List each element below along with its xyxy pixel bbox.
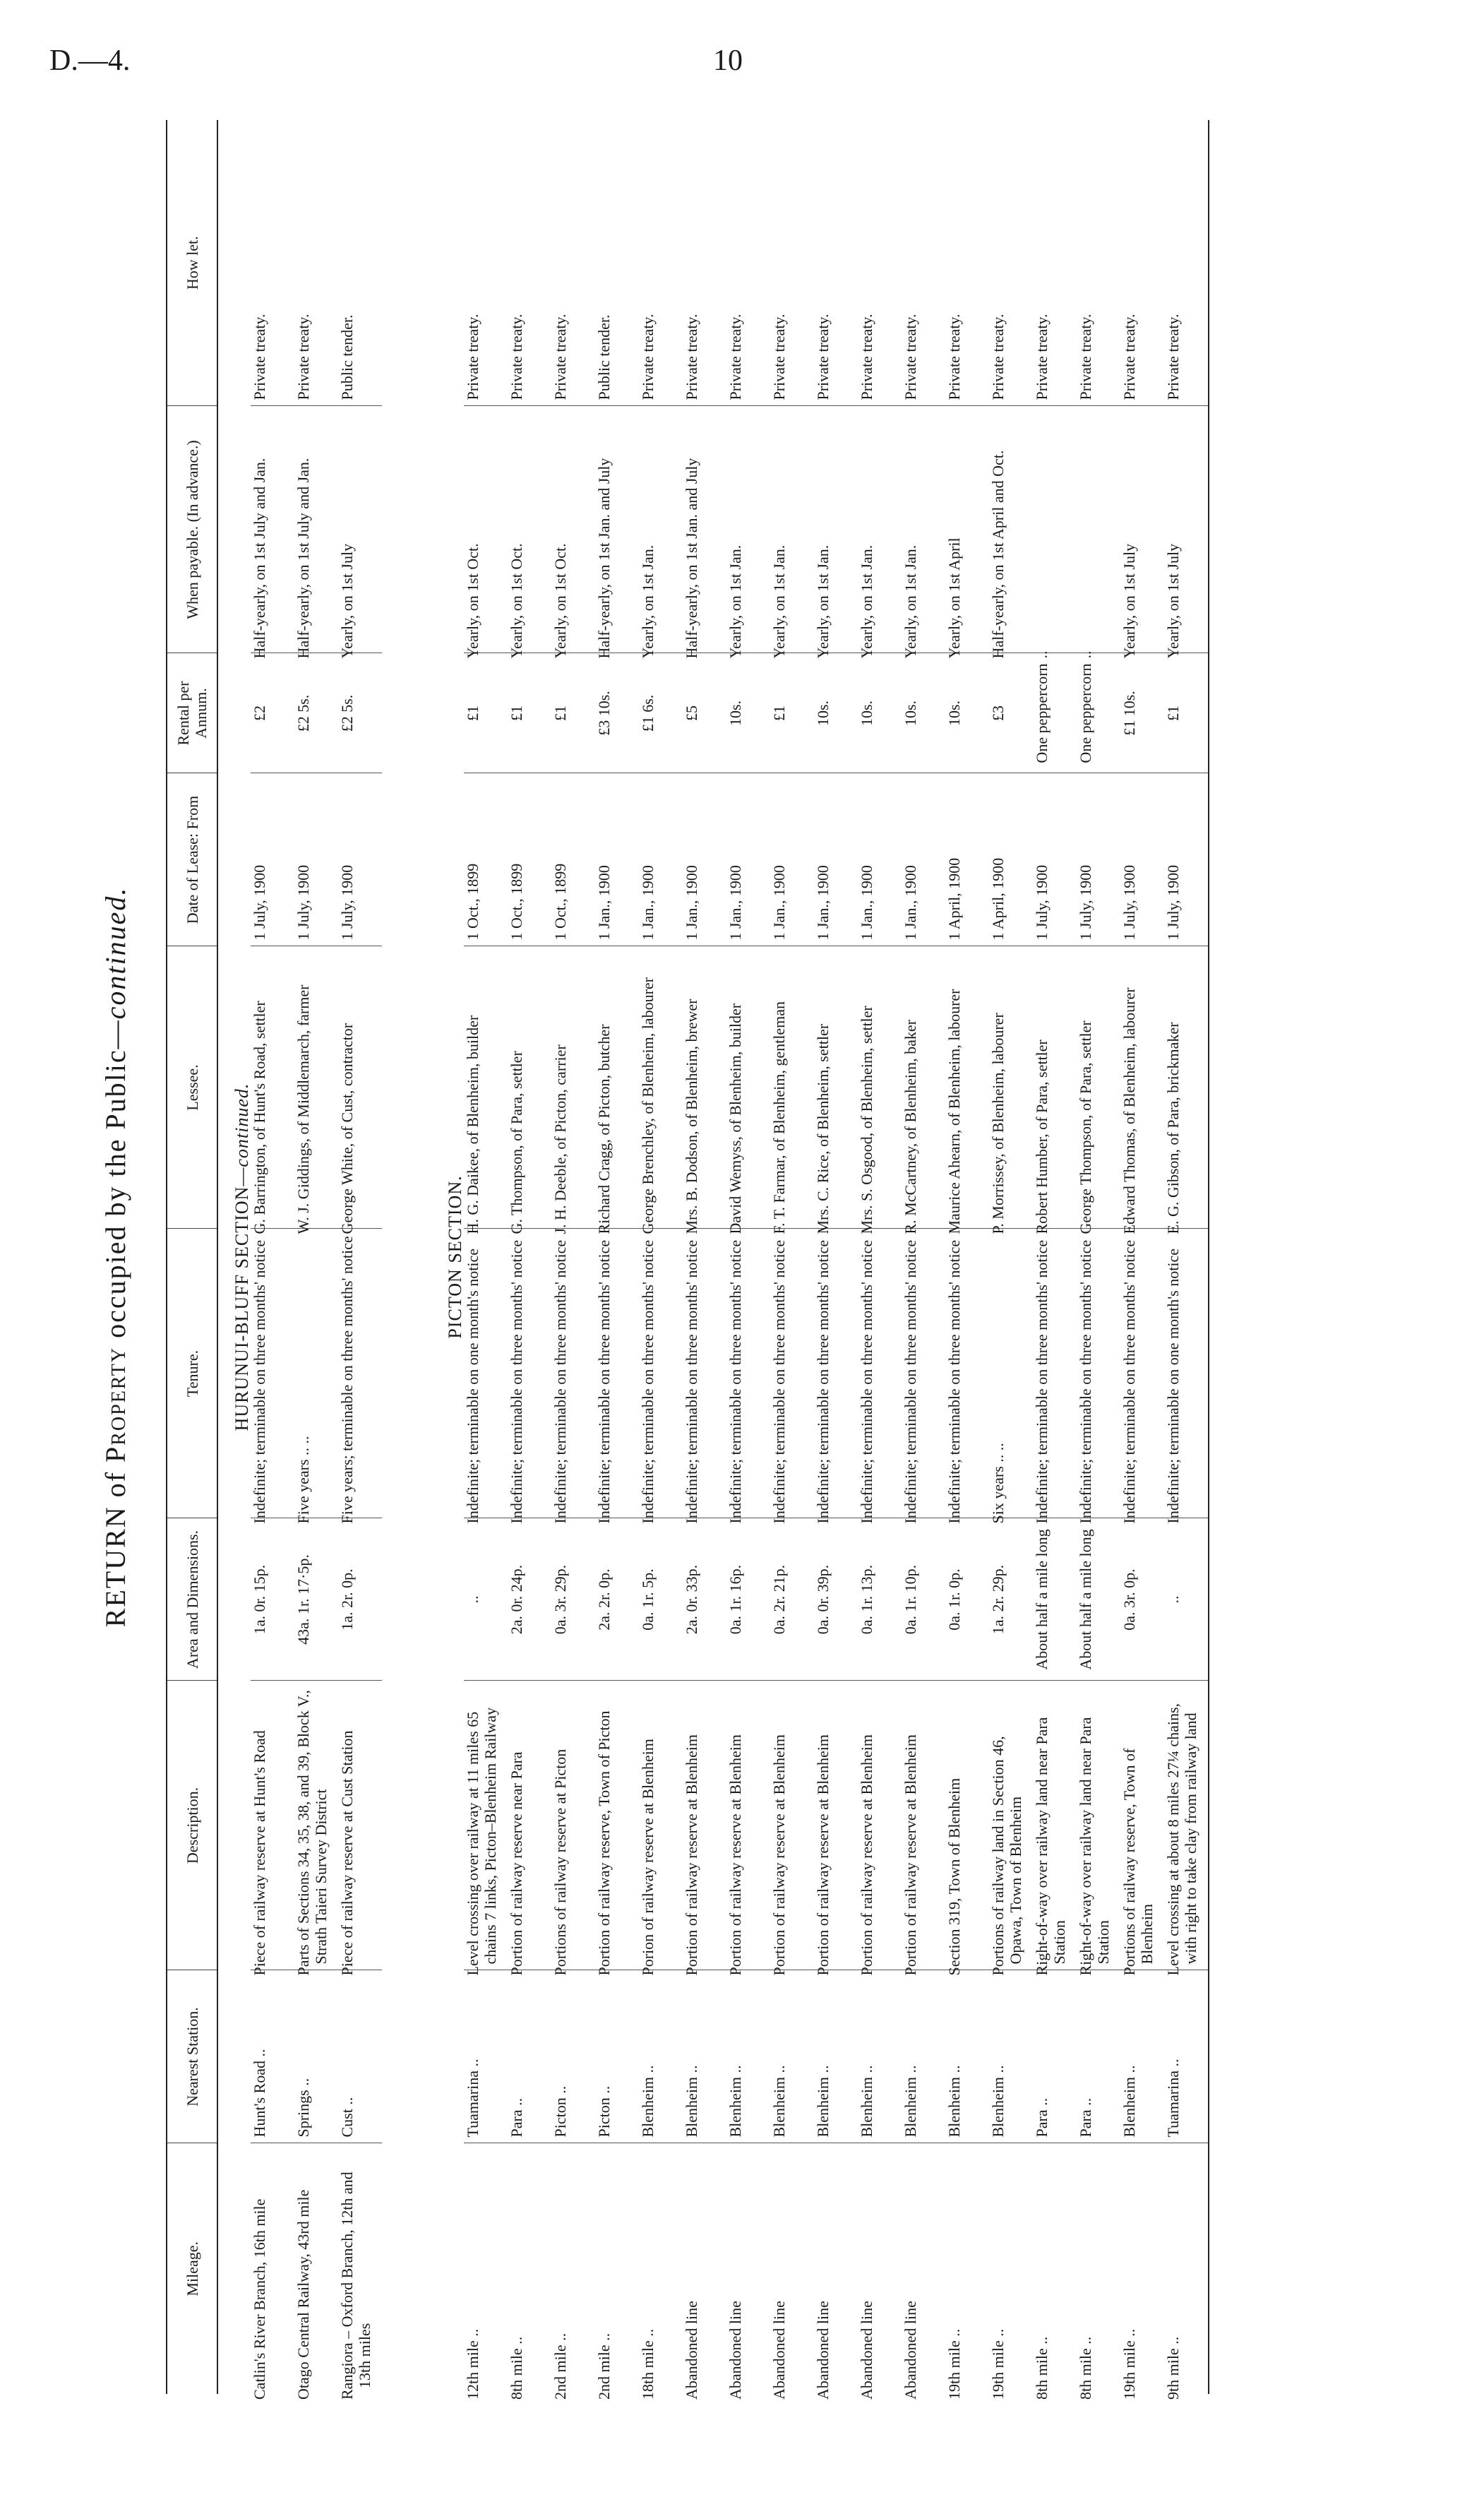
cell-description: Level crossing at about 8 miles 27¼ chains, with right to take clay from railway land (1164, 1681, 1209, 1970)
cell-tenure: Indefinite; terminable on three months' notice (726, 1229, 770, 1518)
cell-station: Para .. (1033, 1970, 1077, 2143)
col-description: Description. (167, 1681, 217, 1970)
cell-payable: Yearly, on 1st Jan. (726, 406, 770, 653)
section-heading-row (217, 120, 251, 2394)
cell-area: .. (464, 1518, 508, 1681)
cell-tenure: Indefinite; terminable on three months' notice (251, 1229, 294, 1518)
cell-station: Springs .. (294, 1970, 338, 2143)
cell-area: 0a. 1r. 0p. (945, 1518, 989, 1681)
cell-area: 0a. 1r. 5p. (639, 1518, 683, 1681)
cell-let: Private treaty. (251, 120, 294, 406)
cell-payable: Yearly, on 1st Jan. (814, 406, 858, 653)
cell-lessee: David Wemyss, of Blenheim, builder (726, 946, 770, 1229)
cell-description: Portion of railway reserve at Blenheim (726, 1681, 770, 1970)
cell-date: 1 April, 1900 (945, 773, 989, 946)
cell-mileage: Abandoned line (858, 2301, 875, 2400)
cell-tenure: Indefinite; terminable on three months' notice (858, 1229, 902, 1518)
col-let: How let. (167, 120, 217, 406)
cell-tenure: Six years .. .. (989, 1229, 1033, 1518)
cell-let: Private treaty. (639, 120, 683, 406)
page-code: D.—4. (49, 44, 131, 77)
cell-let: Private treaty. (683, 120, 726, 406)
cell-station: Picton .. (551, 1970, 595, 2143)
table-row (770, 120, 814, 2394)
cell-let: Private treaty. (551, 120, 595, 406)
table-row (1033, 120, 1077, 2394)
table-row (294, 120, 338, 2394)
property-table (166, 120, 1209, 2400)
cell-rental: £3 (989, 653, 1033, 773)
cell-date: 1 Jan., 1900 (858, 773, 902, 946)
cell-area: 0a. 3r. 29p. (551, 1518, 595, 1681)
section-heading (217, 120, 251, 2394)
cell-let: Private treaty. (989, 120, 1033, 406)
cell-tenure: Five years; terminable on three months' notice (338, 1229, 382, 1518)
table-row (902, 120, 945, 2394)
table-row (1164, 120, 1209, 2394)
cell-mileage: 19th mile .. (945, 2328, 963, 2400)
cell-let: Private treaty. (814, 120, 858, 406)
cell-lessee: Mrs. S. Osgood, of Blenheim, settler (858, 946, 902, 1229)
cell-lessee: Maurice Ahearn, of Blenheim, labourer (945, 946, 989, 1229)
cell-lessee: P. Morrissey, of Blenheim, labourer (989, 946, 1033, 1229)
cell-let: Private treaty. (858, 120, 902, 406)
cell-description: Portion of railway reserve near Para (508, 1681, 551, 1970)
cell-description: Right-of-way over railway land near Para Station (1033, 1681, 1077, 1970)
section-name: PICTON SECTION. (445, 1175, 465, 1339)
cell-description: Portion of railway reserve at Blenheim (902, 1681, 945, 1970)
cell-station: Para .. (508, 1970, 551, 2143)
cell-station: Blenheim .. (1120, 1970, 1164, 2143)
cell-date: 1 July, 1900 (338, 773, 382, 946)
cell-payable: Yearly, on 1st Oct. (508, 406, 551, 653)
cell-date: 1 July, 1900 (251, 773, 294, 946)
cell-tenure: Indefinite; terminable on three months' notice (770, 1229, 814, 1518)
cell-date: 1 Jan., 1900 (683, 773, 726, 946)
cell-payable: Yearly, on 1st Jan. (639, 406, 683, 653)
cell-date: 1 Oct., 1899 (508, 773, 551, 946)
cell-date: 1 July, 1900 (1120, 773, 1164, 946)
table-body (217, 120, 1209, 2400)
cell-rental: 10s. (726, 653, 770, 773)
cell-lessee: George Brenchley, of Blenheim, labourer (639, 946, 683, 1229)
table-row (551, 120, 595, 2394)
cell-mileage: 12th mile .. (464, 2328, 481, 2400)
cell-rental: 10s. (814, 653, 858, 773)
cell-let: Private treaty. (508, 120, 551, 406)
cell-area: 0a. 2r. 21p. (770, 1518, 814, 1681)
col-station: Nearest Station. (167, 1970, 217, 2143)
cell-mileage: Abandoned line (770, 2301, 788, 2400)
cell-description: Parts of Sections 34, 35, 38, and 39, Block V., Strath Taieri Survey District (294, 1681, 338, 1970)
cell-let: Private treaty. (464, 120, 508, 406)
cell-date: 1 Jan., 1900 (639, 773, 683, 946)
cell-rental: £2 5s. (294, 653, 338, 773)
cell-station: Blenheim .. (858, 1970, 902, 2143)
table-row (508, 120, 551, 2394)
cell-station: Tuamarina .. (1164, 1970, 1209, 2143)
table-row (639, 120, 683, 2394)
table-row (595, 120, 639, 2394)
cell-lessee: J. H. Deeble, of Picton, carrier (551, 946, 595, 1229)
cell-rental: £1 (551, 653, 595, 773)
cell-description: Porion of railway reserve at Blenheim (639, 1681, 683, 1970)
col-rental: Rental per Annum. (167, 653, 217, 773)
cell-payable: Yearly, on 1st Oct. (464, 406, 508, 653)
cell-description: Level crossing over railway at 11 miles 65 chains 7 links, Picton–Blenheim Railway (464, 1681, 508, 1970)
cell-station: Tuamarina .. (464, 1970, 508, 2143)
cell-rental: £1 (464, 653, 508, 773)
section-name: HURUNUI-BLUFF SECTION— (232, 1167, 252, 1431)
cell-date: 1 July, 1900 (1077, 773, 1120, 946)
cell-description: Portion of railway reserve at Blenheim (814, 1681, 858, 1970)
cell-rental: £1 10s. (1120, 653, 1164, 773)
cell-lessee: Mrs. C. Rice, of Blenheim, settler (814, 946, 858, 1229)
table-row (945, 120, 989, 2394)
cell-description: Piece of railway reserve at Cust Station (338, 1681, 382, 1970)
cell-let: Private treaty. (1120, 120, 1164, 406)
cell-area: 0a. 1r. 10p. (902, 1518, 945, 1681)
cell-date: 1 April, 1900 (989, 773, 1033, 946)
cell-date: 1 Oct., 1899 (551, 773, 595, 946)
cell-tenure: Indefinite; terminable on three months' notice (683, 1229, 726, 1518)
cell-let: Public tender. (595, 120, 639, 406)
cell-let: Private treaty. (1077, 120, 1120, 406)
cell-rental: £3 10s. (595, 653, 639, 773)
cell-description: Portions of railway reserve, Town of Blenheim (1120, 1681, 1164, 1970)
rotated-content (99, 120, 1426, 2400)
cell-let: Private treaty. (1033, 120, 1077, 406)
cell-mileage: Abandoned line (726, 2301, 744, 2400)
cell-description: Portions of railway reserve at Picton (551, 1681, 595, 1970)
cell-tenure: Five years .. .. (294, 1229, 338, 1518)
cell-payable: Yearly, on 1st July (338, 406, 382, 653)
cell-station: Blenheim .. (989, 1970, 1033, 2143)
section-continued: continued. (232, 1083, 252, 1167)
cell-tenure: Indefinite; terminable on one month's notice (464, 1229, 508, 1518)
cell-description: Piece of railway reserve at Hunt's Road (251, 1681, 294, 1970)
cell-mileage: 2nd mile .. (595, 2333, 613, 2400)
cell-station: Para .. (1077, 1970, 1120, 2143)
page-number: 10 (713, 44, 743, 77)
cell-date: 1 Jan., 1900 (902, 773, 945, 946)
cell-payable: Yearly, on 1st Jan. (902, 406, 945, 653)
cell-let: Private treaty. (902, 120, 945, 406)
cell-payable: Yearly, on 1st July (1164, 406, 1209, 653)
cell-description: Portions of railway land in Section 46, Opawa, Town of Blenheim (989, 1681, 1033, 1970)
cell-payable: Half-yearly, on 1st July and Jan. (294, 406, 338, 653)
cell-station: Blenheim .. (814, 1970, 858, 2143)
cell-date: 1 July, 1900 (1033, 773, 1077, 946)
cell-lessee: E. G. Gibson, of Para, brickmaker (1164, 946, 1209, 1229)
cell-lessee: Mrs. B. Dodson, of Blenheim, brewer (683, 946, 726, 1229)
cell-area: 2a. 2r. 0p. (595, 1518, 639, 1681)
cell-rental: One peppercorn (1077, 653, 1120, 773)
cell-date: 1 Jan., 1900 (814, 773, 858, 946)
table-row (251, 120, 294, 2394)
cell-area: 0a. 3r. 0p. (1120, 1518, 1164, 1681)
cell-rental: 10s. (858, 653, 902, 773)
cell-description: Portion of railway reserve at Blenheim (770, 1681, 814, 1970)
cell-station: Blenheim .. (902, 1970, 945, 2143)
cell-date: 1 Jan., 1900 (595, 773, 639, 946)
cell-station: Blenheim .. (683, 1970, 726, 2143)
cell-tenure: Indefinite; terminable on three months' notice (1077, 1229, 1120, 1518)
cell-station: Hunt's Road .. (251, 1970, 294, 2143)
cell-area: .. (1164, 1518, 1209, 1681)
cell-station: Picton .. (595, 1970, 639, 2143)
cell-area: 0a. 1r. 13p. (858, 1518, 902, 1681)
cell-date: 1 Jan., 1900 (726, 773, 770, 946)
section-spacer (382, 120, 431, 2394)
cell-tenure: Indefinite; terminable on three months' notice (945, 1229, 989, 1518)
cell-station: Blenheim .. (726, 1970, 770, 2143)
cell-payable: Half-yearly, on 1st Jan. and July (595, 406, 639, 653)
cell-mileage: Abandoned line (902, 2301, 919, 2400)
cell-area: 0a. 0r. 39p. (814, 1518, 858, 1681)
cell-lessee: Edward Thomas, of Blenheim, labourer (1120, 946, 1164, 1229)
cell-lessee: Robert Humber, of Para, settler (1033, 946, 1077, 1229)
cell-payable: Yearly, on 1st Jan. (858, 406, 902, 653)
cell-lessee: George Thompson, of Para, settler (1077, 946, 1120, 1229)
cell-tenure: Indefinite; terminable on three months' notice (595, 1229, 639, 1518)
cell-payable: Half-yearly, on 1st April and Oct. (989, 406, 1033, 653)
cell-let: Private treaty. (770, 120, 814, 406)
cell-mileage: Catlin's River Branch, 16th mile (251, 2198, 268, 2400)
page-title: RETURN of Property occupied by the Public—continued. (100, 886, 131, 1628)
cell-tenure: Indefinite; terminable on three months' notice (814, 1229, 858, 1518)
cell-rental: £1 (770, 653, 814, 773)
col-mileage: Mileage. (167, 2143, 217, 2394)
table-row (464, 120, 508, 2394)
cell-mileage: Abandoned line (683, 2301, 700, 2400)
cell-mileage: 8th mile .. (508, 2336, 525, 2400)
col-date: Date of Lease: From (167, 773, 217, 946)
table-row (1120, 120, 1164, 2394)
table-row (814, 120, 858, 2394)
section-heading-row (431, 120, 464, 2394)
cell-lessee: R. McCartney, of Blenheim, baker (902, 946, 945, 1229)
cell-rental: £1 (508, 653, 551, 773)
table-row (1077, 120, 1120, 2394)
cell-tenure: Indefinite; terminable on three months' notice (1120, 1229, 1164, 1518)
cell-rental: £2 (251, 653, 294, 773)
cell-area: 1a. 2r. 0p. (338, 1518, 382, 1681)
cell-station: Blenheim .. (770, 1970, 814, 2143)
cell-description: Right-of-way over railway land near Para Station (1077, 1681, 1120, 1970)
cell-rental: £2 5s. (338, 653, 382, 773)
cell-description: Portion of railway reserve at Blenheim (858, 1681, 902, 1970)
cell-payable: Half-yearly, on 1st July and Jan. (251, 406, 294, 653)
cell-payable: .. (1077, 406, 1120, 653)
cell-let: Private treaty. (1164, 120, 1209, 406)
cell-lessee: W. J. Giddings, of Middlemarch, farmer (294, 946, 338, 1229)
col-lessee: Lessee. (167, 946, 217, 1229)
cell-mileage: 19th mile .. (1120, 2328, 1138, 2400)
cell-area: About half a mile long (1033, 1518, 1077, 1681)
cell-tenure: Indefinite; terminable on one month's notice (1164, 1229, 1209, 1518)
cell-lessee: F. T. Farmar, of Blenheim, gentleman (770, 946, 814, 1229)
col-payable: When payable. (In advance.) (167, 406, 217, 653)
cell-payable: Half-yearly, on 1st Jan. and July (683, 406, 726, 653)
cell-area: 1a. 2r. 29p. (989, 1518, 1033, 1681)
cell-station: Blenheim .. (945, 1970, 989, 2143)
cell-description: Portion of railway reserve at Blenheim (683, 1681, 726, 1970)
table-row (338, 120, 382, 2394)
cell-tenure: Indefinite; terminable on three months' notice (1033, 1229, 1077, 1518)
table-row (726, 120, 770, 2394)
col-area: Area and Dimensions. (167, 1518, 217, 1681)
cell-let: Public tender. (338, 120, 382, 406)
cell-tenure: Indefinite; terminable on three months' notice (551, 1229, 595, 1518)
cell-lessee: Richard Cragg, of Picton, butcher (595, 946, 639, 1229)
cell-mileage: 19th mile .. (989, 2328, 1007, 2400)
cell-rental: £5 (683, 653, 726, 773)
cell-tenure: Indefinite; terminable on three months' notice (508, 1229, 551, 1518)
cell-description: Portion of railway reserve, Town of Picton (595, 1681, 639, 1970)
cell-let: Private treaty. (726, 120, 770, 406)
cell-payable: Yearly, on 1st Jan. (770, 406, 814, 653)
cell-payable: Yearly, on 1st April (945, 406, 989, 653)
cell-lessee: G. Thompson, of Para, settler (508, 946, 551, 1229)
cell-area: 2a. 0r. 33p. (683, 1518, 726, 1681)
cell-let: Private treaty. (294, 120, 338, 406)
cell-date: 1 Oct., 1899 (464, 773, 508, 946)
cell-payable: Yearly, on 1st Oct. (551, 406, 595, 653)
cell-mileage: Abandoned line (814, 2301, 832, 2400)
cell-area: 2a. 0r. 24p. (508, 1518, 551, 1681)
cell-tenure: Indefinite; terminable on three months' notice (902, 1229, 945, 1518)
cell-mileage: 8th mile .. (1033, 2336, 1051, 2400)
spacer-cell (382, 120, 431, 2394)
cell-rental: 10s. (945, 653, 989, 773)
cell-rental: £1 6s. (639, 653, 683, 773)
cell-mileage: 9th mile .. (1164, 2143, 1209, 2394)
cell-lessee: H. G. Daikee, of Blenheim, builder (464, 946, 508, 1229)
cell-station: Blenheim .. (639, 1970, 683, 2143)
cell-payable: .. (1033, 406, 1077, 653)
cell-mileage: Otago Central Railway, 43rd mile (294, 2189, 312, 2400)
cell-area: 0a. 1r. 16p. (726, 1518, 770, 1681)
cell-rental: One peppercorn (1033, 653, 1077, 773)
cell-rental: £1 (1164, 653, 1209, 773)
cell-mileage: Rangiora – Oxford Branch, 12th and 13th miles (338, 2172, 373, 2400)
cell-tenure: Indefinite; terminable on three months' notice (639, 1229, 683, 1518)
section-heading (431, 120, 464, 2394)
table-row (683, 120, 726, 2394)
cell-let: Private treaty. (945, 120, 989, 406)
cell-area: About half a mile long (1077, 1518, 1120, 1681)
cell-payable: Yearly, on 1st July (1120, 406, 1164, 653)
cell-station: Cust .. (338, 1970, 382, 2143)
cell-lessee: G. Barrington, of Hunt's Road, settler (251, 946, 294, 1229)
table-row (858, 120, 902, 2394)
col-tenure: Tenure. (167, 1229, 217, 1518)
cell-date: 1 July, 1900 (1164, 773, 1209, 946)
cell-mileage: 18th mile .. (639, 2328, 657, 2400)
cell-mileage: 8th mile .. (1077, 2336, 1094, 2400)
cell-mileage: 2nd mile .. (551, 2333, 569, 2400)
table-row (989, 120, 1033, 2394)
cell-area: 43a. 1r. 17·5p. (294, 1518, 338, 1681)
cell-rental: 10s. (902, 653, 945, 773)
cell-description: Section 319, Town of Blenheim (945, 1681, 989, 1970)
cell-date: 1 Jan., 1900 (770, 773, 814, 946)
cell-lessee: George White, of Cust, contractor (338, 946, 382, 1229)
cell-area: 1a. 0r. 15p. (251, 1518, 294, 1681)
cell-date: 1 July, 1900 (294, 773, 338, 946)
header-row (167, 120, 217, 2394)
